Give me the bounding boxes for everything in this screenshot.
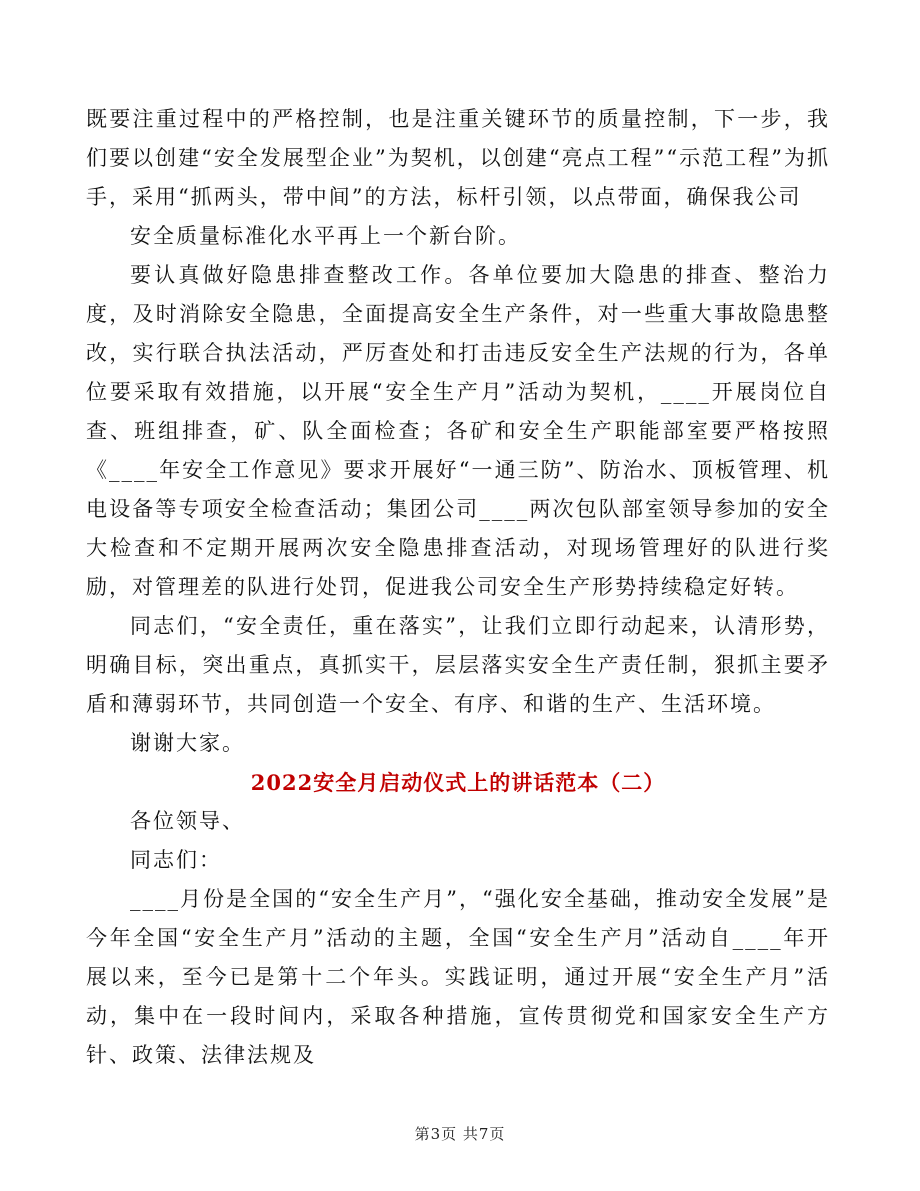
paragraph-salutation-comrades: 同志们： [130,848,222,872]
paragraph-thanks: 谢谢大家。 [130,731,245,755]
document-page [86,100,830,1075]
paragraph-salutation-leaders: 各位领导、 [130,809,245,833]
section-title: 2022安全月启动仪式上的讲话范本（二） [250,770,666,795]
paragraph-continuation: 既要注重过程中的严格控制，也是注重关键环节的质量控制，下一步，我们要以创建“安全发展型企业”为契机，以创建“亮点工程”“示范工程”为抓手，采用“抓两头，带中间”的方法，标杆引领，以点带面，确保我公司 [86,107,830,209]
paragraph-comrades: 同志们，“安全责任，重在落实”，让我们立即行动起来，认清形势，明确目标，突出重点，真抓实干，层层落实安全生产责任制，狠抓主要矛盾和薄弱环节，共同创造一个安全、有序、和谐的生产、生活环境。 [86,614,830,716]
paragraph-quality-level: 安全质量标准化水平再上一个新台阶。 [130,224,521,248]
page-footer: 第3页 共7页 [414,1125,506,1143]
paragraph-hazard-inspection: 要认真做好隐患排查整改工作。各单位要加大隐患的排查、整治力度，及时消除安全隐患，全面提高安全生产条件，对一些重大事故隐患整改，实行联合执法活动，严厉查处和打击违反安全生产法规的行为，各单位要采取有效措施，以开展“安全生产月”活动为契机，____开展岗位自查、班组排查，矿、队全面检查；各矿和安全生产职能部室要严格按照《____年安全工作意见》要求开展好“一通三防”、防治水、顶板管理、机电设备等专项安全检查活动；集团公司____两次包队部室领导参加的安全大检查和不定期开展两次安全隐患排查活动，对现场管理好的队进行奖励，对管理差的队进行处罚，促进我公司安全生产形势持续稳定好转。 [86,263,830,599]
paragraph-safety-month-intro: ____月份是全国的“安全生产月”，“强化安全基础，推动安全发展”是今年全国“安全生产月”活动的主题，全国“安全生产月”活动自____年开展以来，至今已是第十二个年头。实践证明，通过开展“安全生产月”活动，集中在一段时间内，采取各种措施，宣传贯彻党和国家安全生产方针、政策、法律法规及 [86,887,830,1067]
